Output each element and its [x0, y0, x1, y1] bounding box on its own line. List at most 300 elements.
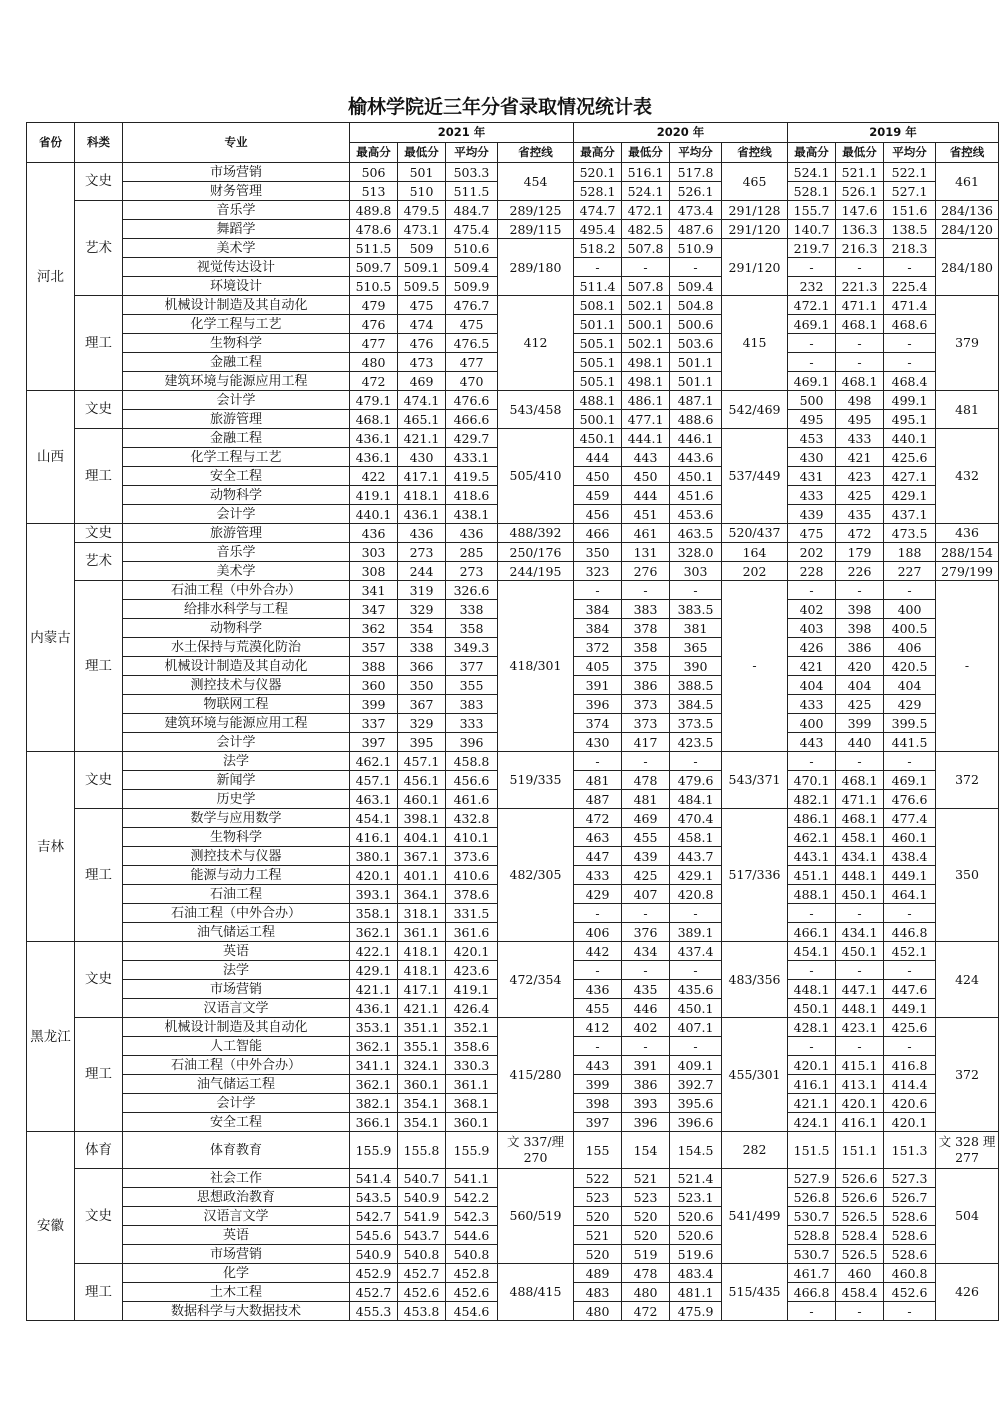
score-avg-2021: 360.1 [446, 1113, 498, 1132]
major-cell: 石油工程（中外合办） [123, 1056, 350, 1075]
score-avg-2021: 454.6 [446, 1302, 498, 1321]
score-max-2020: 480 [574, 1302, 622, 1321]
major-cell: 会计学 [123, 505, 350, 524]
score-min-2020: 472.1 [622, 201, 670, 220]
score-min-2019: 226 [836, 562, 884, 581]
score-min-2021: 421.1 [398, 999, 446, 1018]
category-cell: 理工 [75, 581, 123, 752]
score-min-2019: 472 [836, 524, 884, 543]
score-min-2021: 418.1 [398, 942, 446, 961]
score-min-2019: - [836, 258, 884, 277]
province-cell: 吉林 [27, 752, 75, 942]
score-max-2020: 406 [574, 923, 622, 942]
score-min-2019: 526.5 [836, 1245, 884, 1264]
score-avg-2021: 509.9 [446, 277, 498, 296]
score-avg-2021: 503.3 [446, 163, 498, 182]
score-max-2020: 450.1 [574, 429, 622, 448]
score-max-2019: 530.7 [788, 1245, 836, 1264]
major-cell: 汉语言文学 [123, 1207, 350, 1226]
score-avg-2021: 155.9 [446, 1132, 498, 1169]
control-line-2020: 542/469 [722, 391, 788, 429]
score-avg-2021: 420.1 [446, 942, 498, 961]
score-max-2019: 403 [788, 619, 836, 638]
score-avg-2020: 429.1 [670, 866, 722, 885]
major-cell: 美术学 [123, 562, 350, 581]
score-min-2020: 486.1 [622, 391, 670, 410]
score-min-2019: - [836, 961, 884, 980]
score-max-2021: 366.1 [350, 1113, 398, 1132]
major-cell: 金融工程 [123, 429, 350, 448]
score-avg-2020: 473.4 [670, 201, 722, 220]
score-max-2021: 388 [350, 657, 398, 676]
score-max-2020: 505.1 [574, 372, 622, 391]
score-avg-2019: 449.1 [884, 999, 936, 1018]
score-max-2020: 495.4 [574, 220, 622, 239]
score-avg-2021: 419.5 [446, 467, 498, 486]
score-max-2021: 421.1 [350, 980, 398, 999]
table-row [27, 429, 999, 448]
score-avg-2021: 426.4 [446, 999, 498, 1018]
score-min-2019: 136.3 [836, 220, 884, 239]
score-min-2020: 450 [622, 467, 670, 486]
score-max-2019: 428.1 [788, 1018, 836, 1037]
score-max-2020: 397 [574, 1113, 622, 1132]
score-min-2021: 324.1 [398, 1056, 446, 1075]
score-min-2019: 420.1 [836, 1094, 884, 1113]
score-max-2020: 443 [574, 1056, 622, 1075]
score-avg-2019: 151.3 [884, 1132, 936, 1169]
major-cell: 旅游管理 [123, 410, 350, 429]
score-max-2020: 528.1 [574, 182, 622, 201]
score-max-2020: 505.1 [574, 334, 622, 353]
score-min-2020: 446 [622, 999, 670, 1018]
score-min-2019: 526.6 [836, 1188, 884, 1207]
score-min-2021: 354 [398, 619, 446, 638]
category-cell: 理工 [75, 429, 123, 524]
score-avg-2020: 437.4 [670, 942, 722, 961]
score-avg-2020: 523.1 [670, 1188, 722, 1207]
score-avg-2021: 358.6 [446, 1037, 498, 1056]
score-avg-2019: 151.6 [884, 201, 936, 220]
score-avg-2019: 447.6 [884, 980, 936, 999]
score-avg-2020: 504.8 [670, 296, 722, 315]
score-max-2020: 430 [574, 733, 622, 752]
score-min-2021: 456.1 [398, 771, 446, 790]
score-min-2020: 451 [622, 505, 670, 524]
score-max-2021: 545.6 [350, 1226, 398, 1245]
score-min-2020: 507.8 [622, 277, 670, 296]
score-min-2021: 540.9 [398, 1188, 446, 1207]
score-avg-2019: 425.6 [884, 448, 936, 467]
score-min-2020: 443 [622, 448, 670, 467]
score-min-2021: 319 [398, 581, 446, 600]
score-min-2020: 472 [622, 1302, 670, 1321]
score-avg-2020: 500.6 [670, 315, 722, 334]
score-min-2020: 276 [622, 562, 670, 581]
control-line-2021: 505/410 [498, 429, 574, 524]
score-max-2020: 523 [574, 1188, 622, 1207]
score-min-2020: - [622, 1037, 670, 1056]
score-min-2021: 474.1 [398, 391, 446, 410]
score-min-2021: 430 [398, 448, 446, 467]
score-min-2020: 516.1 [622, 163, 670, 182]
score-avg-2020: 365 [670, 638, 722, 657]
score-avg-2021: 352.1 [446, 1018, 498, 1037]
control-line-2020: 291/120 [722, 220, 788, 239]
score-max-2020: 433 [574, 866, 622, 885]
header-min-2020: 最低分 [622, 143, 670, 163]
score-max-2020: 456 [574, 505, 622, 524]
score-avg-2019: 420.6 [884, 1094, 936, 1113]
score-max-2020: 483 [574, 1283, 622, 1302]
control-line-2021: 472/354 [498, 942, 574, 1018]
score-max-2020: 384 [574, 619, 622, 638]
score-min-2019: 526.5 [836, 1207, 884, 1226]
score-max-2019: 524.1 [788, 163, 836, 182]
major-cell: 市场营销 [123, 1245, 350, 1264]
score-min-2021: 318.1 [398, 904, 446, 923]
major-cell: 机械设计制造及其自动化 [123, 1018, 350, 1037]
score-avg-2020: 388.5 [670, 676, 722, 695]
score-max-2021: 337 [350, 714, 398, 733]
score-max-2019: - [788, 581, 836, 600]
score-min-2019: 447.1 [836, 980, 884, 999]
score-avg-2021: 361.6 [446, 923, 498, 942]
score-avg-2019: 477.4 [884, 809, 936, 828]
score-max-2019: 433 [788, 486, 836, 505]
score-min-2021: 473.1 [398, 220, 446, 239]
score-max-2019: 420.1 [788, 1056, 836, 1075]
score-avg-2020: 303 [670, 562, 722, 581]
score-min-2021: 366 [398, 657, 446, 676]
score-avg-2021: 383 [446, 695, 498, 714]
major-cell: 思想政治教育 [123, 1188, 350, 1207]
score-max-2020: 447 [574, 847, 622, 866]
score-min-2020: 358 [622, 638, 670, 657]
score-max-2019: 453 [788, 429, 836, 448]
major-cell: 生物科学 [123, 334, 350, 353]
score-avg-2021: 509.4 [446, 258, 498, 277]
score-avg-2020: 384.5 [670, 695, 722, 714]
score-avg-2020: 450.1 [670, 467, 722, 486]
control-line-2021: 244/195 [498, 562, 574, 581]
score-avg-2020: 484.1 [670, 790, 722, 809]
score-min-2019: - [836, 1302, 884, 1321]
score-max-2020: 398 [574, 1094, 622, 1113]
score-max-2021: 436.1 [350, 429, 398, 448]
score-min-2019: 398 [836, 600, 884, 619]
score-max-2021: 462.1 [350, 752, 398, 771]
score-max-2019: 461.7 [788, 1264, 836, 1283]
score-min-2020: 524.1 [622, 182, 670, 201]
score-max-2020: 520.1 [574, 163, 622, 182]
score-max-2021: 457.1 [350, 771, 398, 790]
score-max-2021: 463.1 [350, 790, 398, 809]
score-max-2019: 454.1 [788, 942, 836, 961]
score-min-2019: 420 [836, 657, 884, 676]
score-avg-2019: 522.1 [884, 163, 936, 182]
table-row [27, 220, 999, 239]
score-avg-2019: 499.1 [884, 391, 936, 410]
score-min-2021: 350 [398, 676, 446, 695]
score-avg-2019: 476.6 [884, 790, 936, 809]
score-min-2021: 401.1 [398, 866, 446, 885]
category-cell: 体育 [75, 1132, 123, 1169]
score-min-2021: 475 [398, 296, 446, 315]
header-max-2020: 最高分 [574, 143, 622, 163]
score-avg-2019: - [884, 581, 936, 600]
score-avg-2020: 446.1 [670, 429, 722, 448]
table-row [27, 201, 999, 220]
score-min-2019: 386 [836, 638, 884, 657]
score-avg-2019: 528.6 [884, 1245, 936, 1264]
score-max-2019: 151.5 [788, 1132, 836, 1169]
province-cell: 山西 [27, 391, 75, 524]
score-avg-2020: 458.1 [670, 828, 722, 847]
score-avg-2021: 456.6 [446, 771, 498, 790]
header-min-2021: 最低分 [398, 143, 446, 163]
score-avg-2021: 438.1 [446, 505, 498, 524]
major-cell: 会计学 [123, 733, 350, 752]
score-min-2020: 498.1 [622, 353, 670, 372]
major-cell: 旅游管理 [123, 524, 350, 543]
major-cell: 建筑环境与能源应用工程 [123, 372, 350, 391]
score-min-2019: - [836, 1037, 884, 1056]
score-max-2019: 488.1 [788, 885, 836, 904]
score-min-2021: 395 [398, 733, 446, 752]
header-max-2021: 最高分 [350, 143, 398, 163]
major-cell: 历史学 [123, 790, 350, 809]
score-max-2020: - [574, 904, 622, 923]
score-avg-2021: 470 [446, 372, 498, 391]
table-row [27, 1018, 999, 1037]
score-min-2019: 528.4 [836, 1226, 884, 1245]
score-min-2020: 461 [622, 524, 670, 543]
score-max-2020: 442 [574, 942, 622, 961]
score-max-2021: 308 [350, 562, 398, 581]
score-avg-2019: 225.4 [884, 277, 936, 296]
major-cell: 市场营销 [123, 163, 350, 182]
score-min-2019: - [836, 752, 884, 771]
score-min-2019: 521.1 [836, 163, 884, 182]
score-max-2021: 479.1 [350, 391, 398, 410]
score-min-2021: 417.1 [398, 980, 446, 999]
score-min-2020: 435 [622, 980, 670, 999]
score-avg-2019: 460.1 [884, 828, 936, 847]
score-max-2021: 511.5 [350, 239, 398, 258]
score-min-2020: 520 [622, 1226, 670, 1245]
score-max-2021: 155.9 [350, 1132, 398, 1169]
score-avg-2019: 441.5 [884, 733, 936, 752]
score-min-2019: 440 [836, 733, 884, 752]
major-cell: 建筑环境与能源应用工程 [123, 714, 350, 733]
control-line-2021: 454 [498, 163, 574, 201]
score-avg-2020: 520.6 [670, 1226, 722, 1245]
province-cell: 内蒙古 [27, 524, 75, 752]
major-cell: 动物科学 [123, 486, 350, 505]
score-avg-2020: 451.6 [670, 486, 722, 505]
score-avg-2021: 511.5 [446, 182, 498, 201]
score-max-2019: 426 [788, 638, 836, 657]
score-min-2020: 498.1 [622, 372, 670, 391]
score-max-2019: 500 [788, 391, 836, 410]
score-max-2019: 443.1 [788, 847, 836, 866]
score-max-2019: 402 [788, 600, 836, 619]
control-line-2021: 412 [498, 296, 574, 391]
score-min-2019: - [836, 334, 884, 353]
score-max-2021: 362.1 [350, 1075, 398, 1094]
score-min-2019: 450.1 [836, 942, 884, 961]
score-min-2021: 361.1 [398, 923, 446, 942]
score-avg-2021: 418.6 [446, 486, 498, 505]
score-min-2019: 415.1 [836, 1056, 884, 1075]
score-max-2019: 527.9 [788, 1169, 836, 1188]
score-avg-2021: 326.6 [446, 581, 498, 600]
score-avg-2020: 435.6 [670, 980, 722, 999]
score-max-2019: 466.1 [788, 923, 836, 942]
score-max-2019: 528.1 [788, 182, 836, 201]
score-avg-2021: 542.3 [446, 1207, 498, 1226]
score-min-2019: 526.6 [836, 1169, 884, 1188]
score-avg-2019: 469.1 [884, 771, 936, 790]
control-line-2021: 488/392 [498, 524, 574, 543]
score-max-2020: 405 [574, 657, 622, 676]
province-cell: 安徽 [27, 1132, 75, 1321]
score-max-2020: 155 [574, 1132, 622, 1169]
header-line-2021: 省控线 [498, 143, 574, 163]
table-row [27, 562, 999, 581]
score-max-2019: - [788, 258, 836, 277]
score-min-2020: 519 [622, 1245, 670, 1264]
score-avg-2019: 427.1 [884, 467, 936, 486]
score-avg-2021: 476.5 [446, 334, 498, 353]
score-avg-2021: 429.7 [446, 429, 498, 448]
header-avg-2019: 平均分 [884, 143, 936, 163]
control-line-2020: 483/356 [722, 942, 788, 1018]
score-avg-2020: 521.4 [670, 1169, 722, 1188]
category-cell: 文史 [75, 391, 123, 429]
score-avg-2021: 273 [446, 562, 498, 581]
score-max-2021: 399 [350, 695, 398, 714]
table-row [27, 239, 999, 258]
score-avg-2020: 517.8 [670, 163, 722, 182]
category-cell: 文史 [75, 1169, 123, 1264]
score-max-2021: 489.8 [350, 201, 398, 220]
score-avg-2019: 526.7 [884, 1188, 936, 1207]
score-max-2021: 341 [350, 581, 398, 600]
table-row [27, 1169, 999, 1188]
score-max-2021: 472 [350, 372, 398, 391]
score-avg-2019: - [884, 1302, 936, 1321]
score-avg-2020: 483.4 [670, 1264, 722, 1283]
score-min-2019: 448.1 [836, 999, 884, 1018]
score-avg-2021: 410.6 [446, 866, 498, 885]
header-line-2019: 省控线 [936, 143, 999, 163]
control-line-2019: 436 [936, 524, 999, 543]
score-avg-2020: 487.6 [670, 220, 722, 239]
table-row [27, 163, 999, 182]
major-cell: 测控技术与仪器 [123, 847, 350, 866]
score-min-2019: 433 [836, 429, 884, 448]
major-cell: 美术学 [123, 239, 350, 258]
score-min-2020: 469 [622, 809, 670, 828]
score-max-2021: 353.1 [350, 1018, 398, 1037]
control-line-2021: 250/176 [498, 543, 574, 562]
score-max-2021: 436 [350, 524, 398, 543]
score-avg-2019: 404 [884, 676, 936, 695]
score-max-2021: 506 [350, 163, 398, 182]
score-min-2020: 393 [622, 1094, 670, 1113]
control-line-2021: 519/335 [498, 752, 574, 809]
score-min-2021: 354.1 [398, 1094, 446, 1113]
score-min-2021: 364.1 [398, 885, 446, 904]
major-cell: 会计学 [123, 1094, 350, 1113]
score-max-2020: 444 [574, 448, 622, 467]
control-line-2019: 461 [936, 163, 999, 201]
major-cell: 法学 [123, 752, 350, 771]
control-line-2019: 372 [936, 752, 999, 809]
score-avg-2020: 381 [670, 619, 722, 638]
score-min-2019: 425 [836, 695, 884, 714]
score-max-2020: 466 [574, 524, 622, 543]
score-avg-2020: - [670, 1037, 722, 1056]
table-row [27, 752, 999, 771]
score-avg-2020: 450.1 [670, 999, 722, 1018]
score-min-2021: 501 [398, 163, 446, 182]
score-min-2021: 473 [398, 353, 446, 372]
major-cell: 机械设计制造及其自动化 [123, 657, 350, 676]
score-avg-2020: 328.0 [670, 543, 722, 562]
control-line-2020: 455/301 [722, 1018, 788, 1132]
category-cell: 理工 [75, 809, 123, 942]
score-max-2019: 421.1 [788, 1094, 836, 1113]
category-cell: 文史 [75, 163, 123, 201]
major-cell: 油气储运工程 [123, 923, 350, 942]
score-min-2021: 354.1 [398, 1113, 446, 1132]
score-avg-2019: - [884, 258, 936, 277]
score-min-2020: 375 [622, 657, 670, 676]
score-avg-2020: 389.1 [670, 923, 722, 942]
major-cell: 视觉传达设计 [123, 258, 350, 277]
score-max-2021: 477 [350, 334, 398, 353]
score-max-2020: 521 [574, 1226, 622, 1245]
score-max-2020: 518.2 [574, 239, 622, 258]
control-line-2020: 515/435 [722, 1264, 788, 1321]
table-row [27, 296, 999, 315]
score-max-2020: 384 [574, 600, 622, 619]
score-min-2020: - [622, 961, 670, 980]
score-min-2020: 444 [622, 486, 670, 505]
score-max-2021: 429.1 [350, 961, 398, 980]
control-line-2020: 520/437 [722, 524, 788, 543]
score-min-2021: 329 [398, 600, 446, 619]
score-avg-2019: - [884, 334, 936, 353]
score-avg-2019: 420.5 [884, 657, 936, 676]
control-line-2019: 504 [936, 1169, 999, 1264]
score-min-2019: 399 [836, 714, 884, 733]
score-avg-2020: - [670, 904, 722, 923]
major-cell: 能源与动力工程 [123, 866, 350, 885]
score-avg-2019: 399.5 [884, 714, 936, 733]
header-avg-2021: 平均分 [446, 143, 498, 163]
major-cell: 油气储运工程 [123, 1075, 350, 1094]
category-cell: 文史 [75, 524, 123, 543]
score-avg-2020: 409.1 [670, 1056, 722, 1075]
score-min-2021: 418.1 [398, 486, 446, 505]
score-avg-2021: 436 [446, 524, 498, 543]
score-max-2020: 374 [574, 714, 622, 733]
score-min-2019: 450.1 [836, 885, 884, 904]
